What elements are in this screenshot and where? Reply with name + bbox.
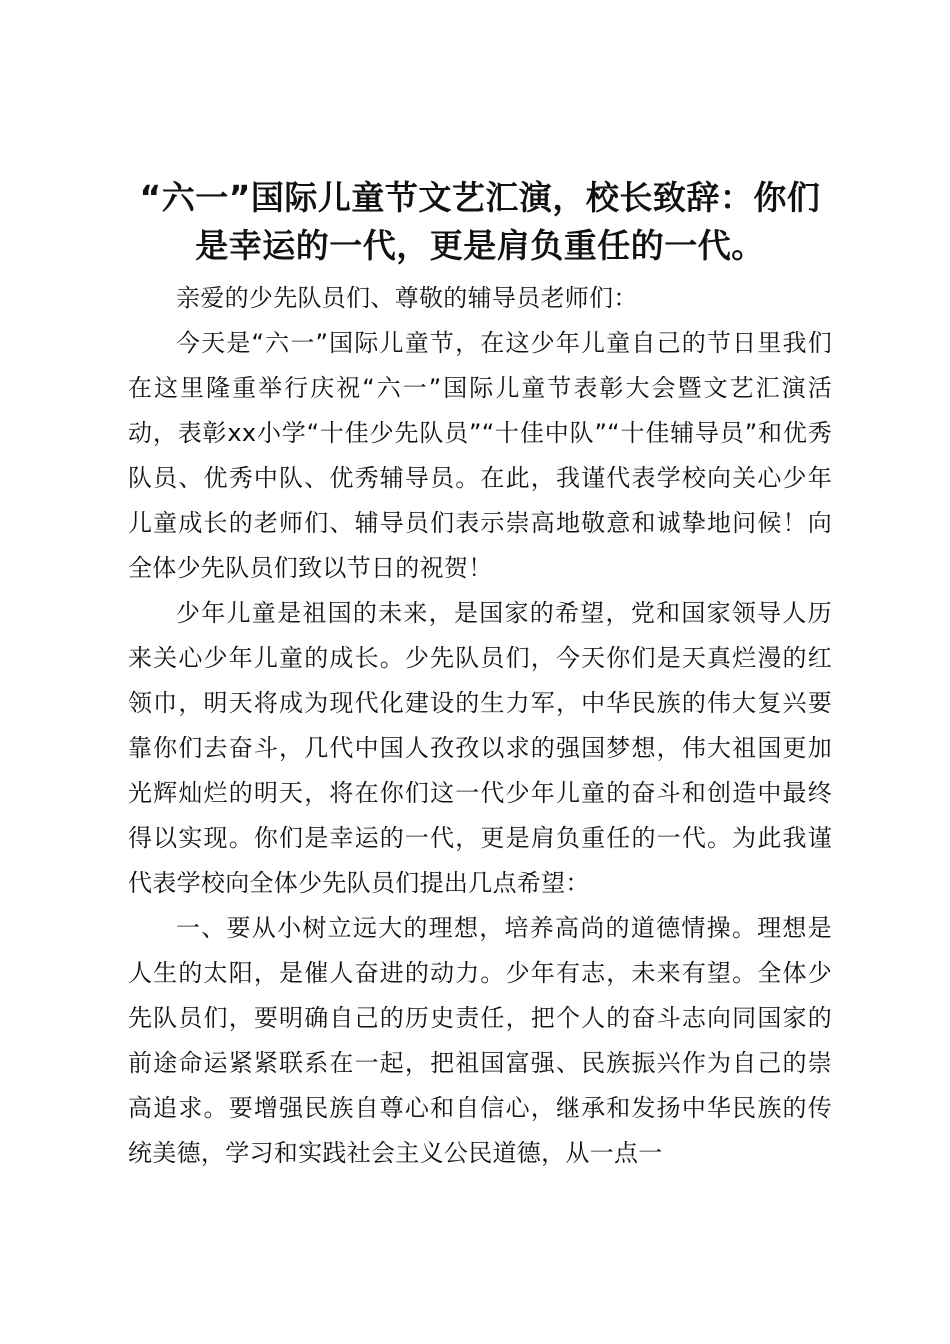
document-body: [128, 174, 832, 1176]
salutation-paragraph: 亲爱的少先队员们、尊敬的辅导员老师们：: [176, 284, 638, 312]
body-paragraph: 今天是“六一”国际儿童节，在这少年儿童自己的节日里我们在这里隆重举行庆祝“六一”国际儿童节表彰大会暨文艺汇演活动，表彰xx小学“十佳少先队员”“十佳中队”“十佳辅导员”和优秀队员、优秀中队、优秀辅导员。在此，我谨代表学校向关心少年儿童成长的老师们、辅导员们表示崇高地敬意和诚挚地问候！向全体少先队员们致以节日的祝贺！: [128, 329, 832, 582]
document-title: “六一”国际儿童节文艺汇演，校长致辞：你们是幸运的一代，更是肩负重任的一代。: [139, 178, 821, 265]
body-paragraph: 少年儿童是祖国的未来，是国家的希望，党和国家领导人历来关心少年儿童的成长。少先队员们，今天你们是天真烂漫的红领巾，明天将成为现代化建设的生力军，中华民族的伟大复兴要靠你们去奋斗，几代中国人孜孜以求的强国梦想，伟大祖国更加光辉灿烂的明天，将在你们这一代少年儿童的奋斗和创造中最终得以实现。你们是幸运的一代，更是肩负重任的一代。为此我谨代表学校向全体少先队员们提出几点希望：: [128, 599, 832, 897]
body-paragraph: 一、要从小树立远大的理想，培养高尚的道德情操。理想是人生的太阳，是催人奋进的动力。少年有志，未来有望。全体少先队员们，要明确自己的历史责任，把个人的奋斗志向同国家的前途命运紧紧联系在一起，把祖国富强、民族振兴作为自己的崇高追求。要增强民族自尊心和自信心，继承和发扬中华民族的传统美德，学习和实践社会主义公民道德，从一点一: [128, 914, 832, 1167]
